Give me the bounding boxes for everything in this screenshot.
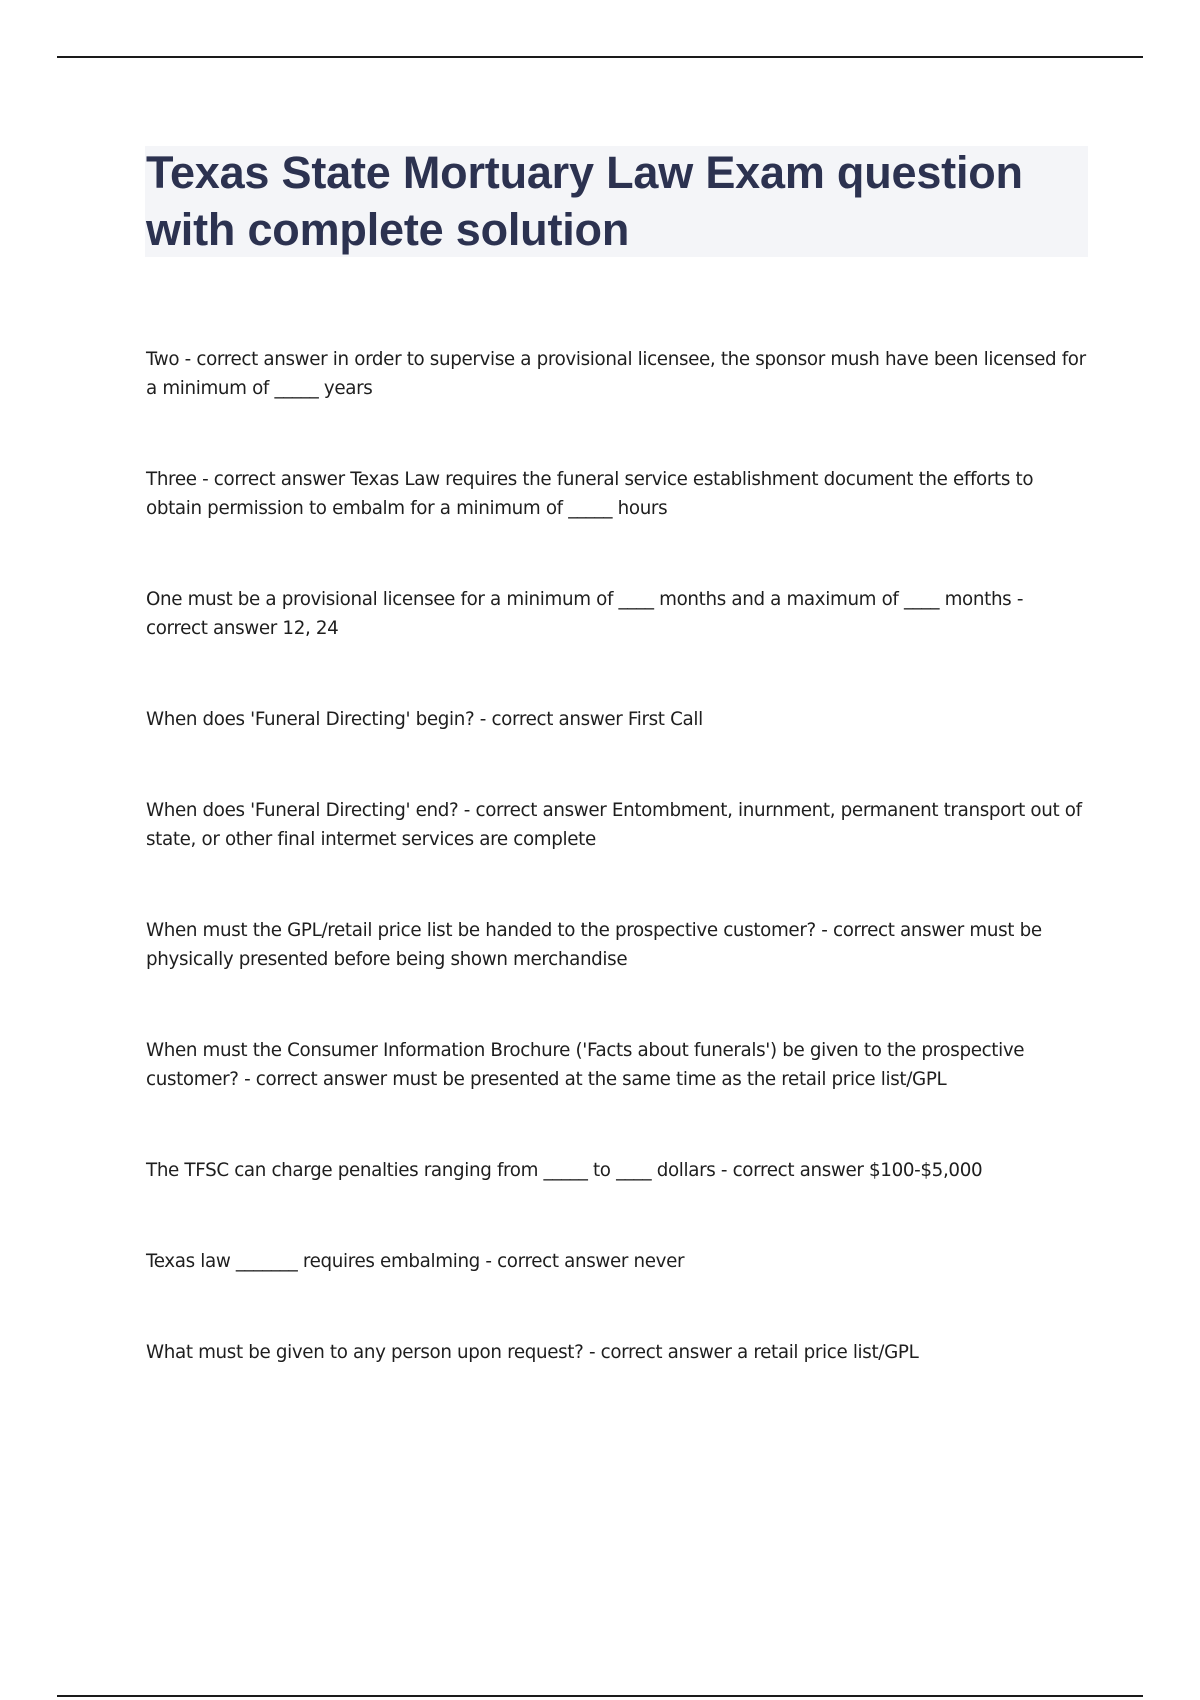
document-title: Texas State Mortuary Law Exam question with complete solution <box>146 147 1023 255</box>
qa-item: The TFSC can charge penalties ranging from _____ to ____ dollars - correct answer $100-$5,000 <box>146 1160 983 1181</box>
qa-item: Two - correct answer in order to supervise a provisional licensee, the sponsor mush have been licensed for a minimum of _____ years <box>146 349 1086 399</box>
qa-item: When must the Consumer Information Brochure ('Facts about funerals') be given to the prospective customer? - correct answer must be presented at the same time as the retail price list/GPL <box>146 1040 1025 1090</box>
qa-item: One must be a provisional licensee for a minimum of ____ months and a maximum of ____ months - correct answer 12, 24 <box>146 589 1024 639</box>
qa-item: When does 'Funeral Directing' end? - correct answer Entombment, inurnment, permanent transport out of state, or other final intermet services are complete <box>146 800 1082 850</box>
qa-item: When does 'Funeral Directing' begin? - correct answer First Call <box>146 709 703 730</box>
question-answer-list <box>146 345 1086 1367</box>
qa-item: Three - correct answer Texas Law requires the funeral service establishment document the efforts to obtain permission to embalm for a minimum of _____ hours <box>146 469 1034 519</box>
qa-item: Texas law _______ requires embalming - correct answer never <box>146 1251 685 1272</box>
bottom-rule <box>57 1695 1143 1697</box>
top-rule <box>57 56 1143 58</box>
qa-item: What must be given to any person upon request? - correct answer a retail price list/GPL <box>146 1342 919 1363</box>
qa-item: When must the GPL/retail price list be handed to the prospective customer? - correct answer must be physically presented before being shown merchandise <box>146 920 1042 970</box>
